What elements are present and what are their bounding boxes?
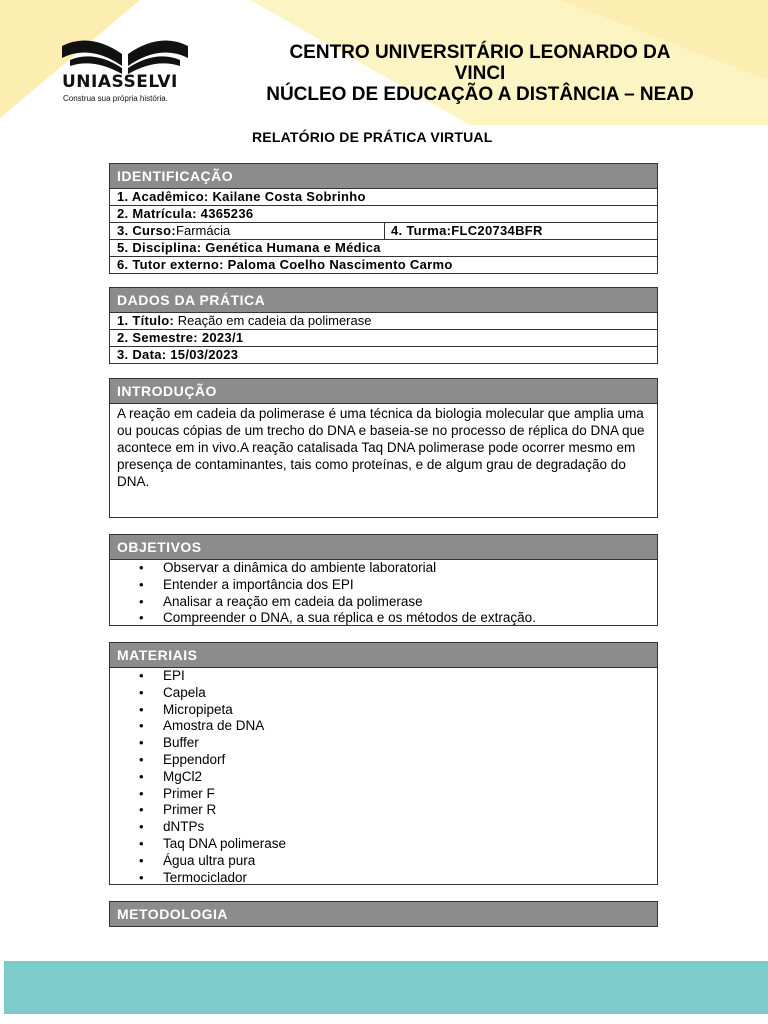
objetivos-section — [109, 534, 658, 626]
objetivos-list — [110, 560, 657, 627]
list-item: • Entender a importância dos EPI — [110, 577, 657, 594]
curso-cell — [110, 223, 385, 239]
list-item: • EPI — [110, 668, 657, 685]
tutor-row: 6. Tutor externo: Paloma Coelho Nascimento Carmo — [117, 257, 453, 272]
list-item: • Amostra de DNA — [110, 718, 657, 735]
report-title: RELATÓRIO DE PRÁTICA VIRTUAL — [252, 129, 493, 145]
list-item: • Água ultra pura — [110, 853, 657, 870]
turma-cell: 4. Turma:FLC20734BFR — [391, 223, 543, 238]
logo-tagline: Construa sua própria história. — [63, 94, 168, 103]
list-item: • Compreender o DNA, a sua réplica e os métodos de extração. — [110, 610, 657, 627]
section-heading: IDENTIFICAÇÃO — [110, 164, 657, 189]
list-item: • Primer R — [110, 802, 657, 819]
curso-turma-row — [110, 223, 657, 240]
list-item: • Eppendorf — [110, 752, 657, 769]
introducao-section — [109, 378, 658, 518]
titulo-row — [110, 313, 657, 330]
logo-book-icon — [60, 30, 190, 78]
semestre-row: 2. Semestre: 2023/1 — [110, 330, 657, 347]
materiais-list — [110, 668, 657, 886]
list-item: • Observar a dinâmica do ambiente laboratorial — [110, 560, 657, 577]
section-heading: MATERIAIS — [110, 643, 657, 668]
institution-line-2: NÚCLEO DE EDUCAÇÃO A DISTÂNCIA – NEAD — [266, 84, 694, 105]
institution-title — [262, 42, 698, 105]
section-heading: DADOS DA PRÁTICA — [110, 288, 657, 313]
footer-band — [4, 961, 768, 1014]
disciplina-row: 5. Disciplina: Genética Humana e Médica — [110, 240, 657, 257]
logo-name: UNIASSELVI — [62, 72, 178, 92]
section-heading: OBJETIVOS — [110, 535, 657, 560]
list-item: • MgCl2 — [110, 769, 657, 786]
identificacao-section — [109, 163, 658, 274]
institution-line-1: CENTRO UNIVERSITÁRIO LEONARDO DA VINCI — [289, 42, 671, 84]
curso-value: Farmácia — [176, 223, 231, 238]
list-item: • Analisar a reação em cadeia da polimerase — [110, 594, 657, 611]
list-item: • Taq DNA polimerase — [110, 836, 657, 853]
list-item: • Termociclador — [110, 870, 657, 887]
list-item: • Capela — [110, 685, 657, 702]
academico-row: 1. Acadêmico: Kailane Costa Sobrinho — [110, 189, 657, 206]
curso-label: 3. Curso: — [117, 223, 177, 238]
list-item: • Primer F — [110, 786, 657, 803]
list-item: • dNTPs — [110, 819, 657, 836]
list-item: • Buffer — [110, 735, 657, 752]
matricula-row: 2. Matrícula: 4365236 — [110, 206, 657, 223]
titulo-value: Reação em cadeia da polimerase — [177, 313, 372, 328]
list-item: • Micropipeta — [110, 702, 657, 719]
uniasselvi-logo — [60, 30, 200, 110]
section-heading: INTRODUÇÃO — [110, 379, 657, 404]
materiais-section — [109, 642, 658, 885]
data-row: 3. Data: 15/03/2023 — [117, 347, 239, 362]
titulo-label: 1. Título: — [117, 313, 175, 328]
section-heading: METODOLOGIA — [110, 902, 657, 926]
dados-pratica-section — [109, 287, 658, 364]
metodologia-section — [109, 901, 658, 927]
introducao-text: A reação em cadeia da polimerase é uma técnica da biologia molecular que ampliа uma ou poucas cópias de um trecho do DNA e baseia-se no processo de réplica do DNA que acontece em in vivo.A reação catalisada Taq DNA polimerase pode ocorrer mesmo em presença de contaminantes, tais como proteínas, e de algum grau de degradação do DNA. — [117, 406, 645, 489]
